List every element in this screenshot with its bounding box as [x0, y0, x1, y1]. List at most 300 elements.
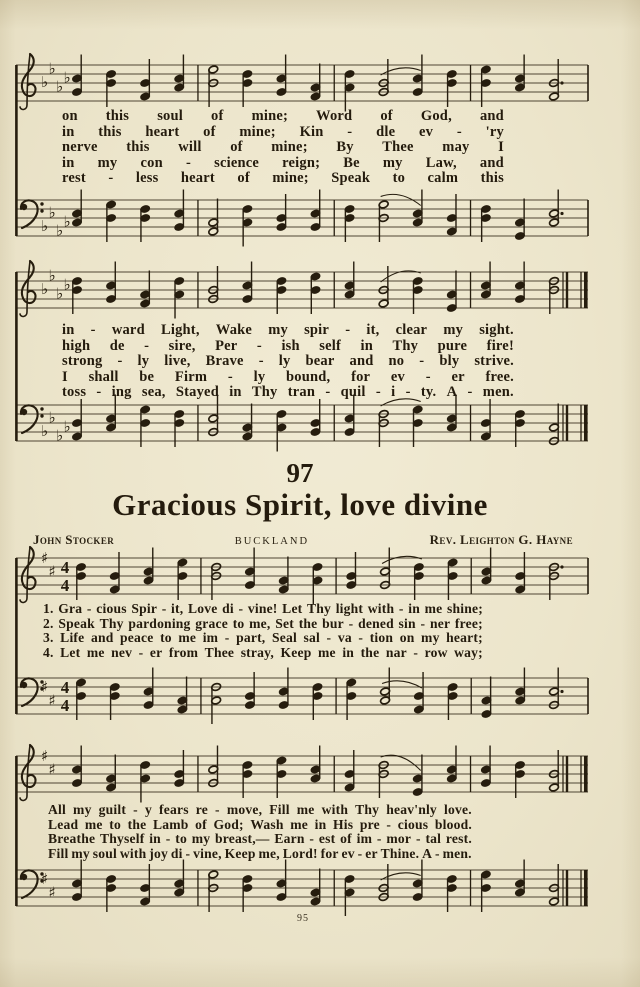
lyric-word: -: [420, 615, 426, 631]
svg-text:♭: ♭: [63, 275, 71, 294]
lyric-word: mine;: [272, 170, 309, 187]
lyric-word: -: [165, 831, 171, 847]
lyric-word: sin: [398, 615, 416, 631]
lyric-word: this: [126, 139, 150, 156]
lyric-word: Thine.: [380, 845, 420, 861]
svg-text:♯: ♯: [48, 760, 56, 779]
lyric-word: joy: [149, 845, 168, 861]
lyric-word: and: [479, 108, 504, 124]
lyric-word: to: [160, 630, 172, 646]
lyric-word: be: [139, 368, 155, 385]
lyric-word: di: [170, 845, 183, 861]
lyric-word: for: [351, 368, 371, 385]
lyric-word: de: [109, 337, 125, 354]
lyric-word: vine,: [193, 845, 222, 861]
lyric-word: Breathe: [48, 831, 96, 847]
lyric-word: ly: [253, 368, 266, 385]
hymn-title: Gracious Spirit, love divine: [112, 487, 488, 522]
composer-credit: Rev. Leighton G. Hayne: [429, 532, 573, 547]
lyric-word: science: [214, 154, 260, 171]
lyric-word: mine;: [251, 108, 288, 124]
lyric-word: -: [256, 337, 262, 354]
lyric-line: [48, 832, 472, 847]
lyric-word: est: [318, 831, 336, 847]
lyric-word: -: [185, 154, 191, 171]
lyric-word: Brave: [205, 353, 244, 370]
lyric-word: re: [195, 802, 208, 817]
lyric-line: [48, 847, 472, 862]
lyric-word: in: [62, 322, 75, 338]
svg-text:4: 4: [60, 696, 70, 715]
svg-text:4: 4: [60, 678, 70, 697]
lyric-line: [62, 370, 514, 386]
lyric-word: A: [446, 384, 458, 401]
lyric-word: ner: [429, 615, 451, 631]
lyric-word: I: [498, 139, 504, 156]
music-system-1: [15, 39, 590, 251]
lyric-word: of: [203, 123, 216, 140]
lyric-line: [62, 171, 504, 187]
lyric-word: -: [325, 384, 331, 401]
bass-staff: [16, 190, 588, 247]
lyric-word: my: [73, 802, 92, 817]
lyric-word: 2.: [43, 615, 54, 631]
lyric-word: soul: [157, 108, 183, 124]
lyric-word: toss: [62, 384, 87, 401]
lyric-word: shine;: [446, 601, 483, 616]
lyric-word: sire,: [168, 337, 196, 354]
lyric-word: -: [138, 644, 144, 660]
lyric-word: heart: [145, 123, 180, 140]
lyric-word: free.: [485, 368, 514, 385]
lyric-word: con: [140, 154, 163, 171]
lyric-word: to: [109, 816, 121, 832]
lyric-word: cious: [96, 601, 127, 616]
lyric-line: [48, 818, 472, 833]
lyric-word: -: [144, 337, 150, 354]
lyric-word: -: [117, 353, 123, 370]
lyric-word: 'ry: [485, 123, 504, 140]
lyric-word: Law,: [425, 154, 457, 171]
lyric-word: the: [298, 615, 318, 631]
music-system-2: [15, 246, 590, 452]
lyric-line: [62, 140, 504, 156]
lyric-word: -: [386, 816, 392, 832]
lyric-word: clear: [395, 322, 428, 338]
lyric-word: stray,: [240, 644, 274, 660]
lyric-word: Keep: [280, 644, 312, 660]
lyric-word: on: [62, 108, 78, 124]
lyric-line: [62, 339, 514, 355]
lyric-word: me: [178, 630, 197, 646]
lyric-word: 3.: [43, 630, 54, 646]
svg-text:♯: ♯: [41, 870, 49, 888]
lyric-word: tran: [287, 384, 316, 401]
lyric-word: may: [442, 139, 470, 156]
lyric-word: shall: [88, 368, 119, 385]
lyric-word: and: [349, 353, 374, 370]
lyric-word: God,: [420, 108, 452, 124]
lyric-word: Let: [60, 644, 81, 660]
lyric-word: -: [415, 831, 421, 847]
lyric-word: Kin: [299, 123, 324, 140]
svg-text:♯: ♯: [48, 691, 56, 710]
lyric-line: [62, 385, 514, 401]
lyric-word: to: [232, 615, 245, 631]
lyric-word: -: [326, 630, 332, 646]
lyric-word: in: [229, 384, 242, 401]
lyric-word: Speak: [58, 615, 95, 631]
lyric-line: [62, 109, 504, 125]
lyric-word: -: [456, 123, 462, 140]
lyric-word: God;: [213, 816, 244, 832]
lyric-word: -: [161, 601, 167, 616]
lyric-line: [62, 125, 504, 141]
lyric-word: -: [185, 845, 191, 861]
svg-text:♯: ♯: [41, 549, 49, 567]
lyric-word: vine!: [247, 601, 278, 616]
lyric-word: in: [62, 154, 75, 171]
lyric-word: -: [375, 384, 381, 401]
lyric-word: me,: [249, 615, 271, 631]
lyric-word: my: [191, 831, 211, 847]
lyric-word: va: [337, 630, 352, 646]
lyric-word: high: [62, 337, 91, 354]
lyric-word: free;: [454, 615, 483, 631]
lyric-word: -: [108, 170, 114, 187]
lyric-word: grace: [195, 615, 228, 631]
lyric-word: cious: [397, 816, 429, 832]
lyric-word: -: [258, 353, 264, 370]
author-credit: John Stocker: [33, 532, 115, 547]
lyric-word: men.: [482, 384, 514, 401]
lyric-word: Thy: [251, 384, 278, 401]
lyric-word: it,: [171, 601, 184, 616]
lyric-word: Life: [60, 630, 85, 646]
lyric-word: peace: [120, 630, 154, 646]
svg-text:4: 4: [60, 576, 70, 595]
lyric-word: bear: [305, 353, 335, 370]
lyric-word: will: [178, 139, 202, 156]
lyric-word: calm: [427, 170, 459, 187]
svg-text:♭: ♭: [41, 280, 49, 298]
svg-text:♭: ♭: [56, 77, 64, 96]
lyric-word: me: [424, 601, 443, 616]
lyric-word: -: [133, 802, 138, 817]
lyric-word: rest: [62, 170, 86, 187]
lyric-word: Spir: [131, 601, 158, 616]
lyric-word: ward: [111, 322, 145, 338]
lyric-word: of: [211, 108, 224, 124]
lyric-word: Thy: [99, 615, 124, 631]
lyric-word: spir: [304, 322, 330, 338]
lyric-word: ing: [111, 384, 132, 401]
lyric-word: nerve: [62, 139, 98, 156]
lyric-line: [62, 156, 504, 172]
lyric-word: on: [399, 630, 415, 646]
lyric-word: ev: [390, 368, 405, 385]
lyric-word: nev: [111, 644, 133, 660]
lyric-word: me: [318, 644, 336, 660]
verses-block: [43, 602, 483, 660]
lyric-word: pre: [359, 816, 380, 832]
lyric-word: Let: [282, 601, 303, 616]
svg-text:♭: ♭: [56, 284, 64, 303]
lyric-word: Thy: [355, 802, 380, 817]
lyric-word: -: [96, 384, 102, 401]
lyric-word: blood.: [434, 816, 472, 832]
svg-text:♯: ♯: [48, 562, 56, 581]
lyric-word: -: [224, 630, 230, 646]
lyric-word: of: [195, 816, 207, 832]
lyric-word: -: [467, 384, 473, 401]
lyric-word: Wash: [250, 816, 284, 832]
lyric-word: my: [443, 322, 464, 338]
lyric-word: heav'nly: [386, 802, 437, 817]
lyric-word: quil: [340, 384, 366, 401]
lyric-word: Set: [275, 615, 294, 631]
lyric-word: -: [419, 353, 425, 370]
svg-text:♭: ♭: [41, 73, 49, 91]
lyric-word: Speak: [331, 170, 371, 187]
lyric-word: me: [86, 644, 105, 660]
music-system-3: [15, 532, 590, 724]
lyric-word: -: [405, 384, 411, 401]
lyric-word: pure: [437, 337, 468, 354]
lyric-word: with: [119, 845, 147, 861]
lyric-word: Light,: [160, 322, 200, 338]
lyric-word: bur: [322, 615, 344, 631]
lyric-word: All: [48, 802, 66, 817]
lyric-word: row: [424, 644, 448, 660]
lyric-word: Firm: [174, 368, 208, 385]
lyric-word: -: [309, 831, 315, 847]
lyric-word: sal: [303, 630, 320, 646]
lyric-word: er: [365, 845, 378, 861]
music-system-4: [15, 730, 590, 916]
lyric-word: mine;: [239, 123, 276, 140]
bass-staff: [16, 860, 588, 917]
lyric-word: Earn: [274, 831, 305, 847]
lyric-word: to: [392, 170, 406, 187]
lyric-word: Per: [215, 337, 238, 354]
svg-text:♭: ♭: [63, 417, 71, 436]
lyrics-block-1: [62, 109, 504, 187]
lyric-word: this: [105, 108, 130, 124]
lyric-word: strong: [62, 353, 103, 370]
bass-staff: [16, 668, 588, 725]
lyric-word: ly: [278, 353, 291, 370]
lyric-word: er: [149, 644, 163, 660]
lyric-word: im: [202, 630, 219, 646]
lyric-word: -: [347, 123, 353, 140]
lyric-word: y: [144, 802, 152, 817]
lyric-word: ly: [137, 353, 150, 370]
lyric-word: sea,: [141, 384, 166, 401]
lyric-word: my: [97, 154, 118, 171]
lyric-word: di: [222, 601, 234, 616]
lyric-word: 4.: [43, 644, 54, 660]
lyric-word: Be: [343, 154, 360, 171]
lyric-word: for: [320, 845, 339, 861]
lyric-word: Love: [187, 601, 218, 616]
lyric-word: Fill: [48, 845, 69, 861]
lyric-word: it,: [366, 322, 380, 338]
lyric-word: mor: [386, 831, 412, 847]
lyrics-block-2: [62, 323, 514, 401]
lyric-word: A: [422, 845, 433, 861]
svg-text:♭: ♭: [63, 212, 71, 231]
lyric-word: of: [380, 108, 393, 124]
lyric-word: my: [268, 322, 288, 338]
lyric-word: By: [336, 139, 354, 156]
page-number: 95: [297, 913, 309, 924]
treble-staff: [16, 261, 588, 319]
lyric-word: i: [391, 384, 396, 401]
lyric-word: Thy: [307, 601, 332, 616]
lyric-word: me: [290, 816, 308, 832]
lyric-word: -: [90, 322, 96, 338]
lyric-word: move,: [226, 802, 263, 817]
lyric-word: no: [388, 353, 405, 370]
svg-text:4: 4: [60, 558, 70, 577]
lyric-word: in: [342, 644, 355, 660]
lyric-word: in: [314, 816, 327, 832]
lyric-word: -: [376, 831, 382, 847]
lyric-word: and: [479, 154, 504, 171]
lyrics-block-4: [48, 803, 472, 861]
lyric-word: Wake: [215, 322, 253, 338]
svg-text:♭: ♭: [48, 203, 56, 222]
lyric-word: to: [175, 831, 187, 847]
lyric-line: [62, 354, 514, 370]
lyric-word: in: [62, 123, 75, 140]
lyric-word: me,: [258, 845, 280, 861]
lyric-word: self: [319, 337, 342, 354]
lyric-word: ty.: [420, 384, 437, 401]
bass-staff: [16, 395, 588, 452]
lyric-word: Keep: [224, 845, 256, 861]
lyric-word: from: [168, 644, 199, 660]
lyric-word: heart: [180, 170, 215, 187]
lyric-word: my: [421, 630, 440, 646]
lyric-word: in: [149, 831, 161, 847]
lyric-word: mine;: [271, 139, 308, 156]
lyric-word: Gra: [58, 601, 83, 616]
lyric-word: -: [348, 615, 354, 631]
lyric-word: Lead: [48, 816, 79, 832]
lyric-line: [43, 602, 483, 617]
lyric-word: men.: [442, 845, 472, 861]
lyric-word: with: [321, 802, 349, 817]
lyric-word: -: [358, 630, 364, 646]
hymn-number: 97: [286, 458, 314, 488]
lyric-word: pardoning: [128, 615, 191, 631]
lyric-line: [62, 323, 514, 339]
lyric-word: -: [227, 368, 233, 385]
treble-staff: [16, 547, 588, 605]
lyric-word: -: [435, 845, 440, 861]
lyric-word: with: [367, 601, 395, 616]
lyric-word: dle: [376, 123, 396, 140]
lyric-word: sight.: [479, 322, 514, 338]
lyric-word: part,: [236, 630, 266, 646]
svg-text:♭: ♭: [63, 68, 71, 87]
svg-text:♯: ♯: [41, 747, 49, 765]
lyric-word: strive.: [474, 353, 514, 370]
lyric-word: fire!: [486, 337, 514, 354]
lyric-word: love.: [444, 802, 472, 817]
svg-text:♭: ♭: [48, 408, 56, 427]
lyric-word: Fill: [269, 802, 290, 817]
lyric-word: reign;: [282, 154, 321, 171]
lyric-word: fears: [159, 802, 189, 817]
svg-text:♯: ♯: [41, 678, 49, 696]
lyric-word: Lamb: [152, 816, 189, 832]
lyric-word: Word: [316, 108, 353, 124]
lyric-word: me: [84, 816, 103, 832]
lyric-line: [43, 617, 483, 632]
svg-text:♭: ♭: [56, 426, 64, 445]
lyric-word: way;: [454, 644, 483, 660]
lyric-word: live,: [164, 353, 191, 370]
svg-text:♭: ♭: [41, 422, 49, 440]
lyric-line: [43, 631, 483, 646]
lyric-word: His: [332, 816, 354, 832]
lyric-word: -: [398, 601, 404, 616]
lyric-word: guilt: [98, 802, 127, 817]
lyric-word: my: [71, 845, 90, 861]
lyric-word: in: [360, 337, 374, 354]
lyric-word: Thyself: [99, 831, 145, 847]
tune-name: BUCKLAND: [234, 536, 310, 547]
lyric-word: ev: [418, 123, 434, 140]
lyric-word: light: [335, 601, 364, 616]
lyric-word: of: [340, 831, 352, 847]
lyric-word: this: [480, 170, 504, 187]
svg-text:♯: ♯: [48, 883, 56, 902]
lyric-word: -: [86, 601, 92, 616]
lyric-word: tal: [425, 831, 442, 847]
lyric-word: ish: [281, 337, 300, 354]
lyric-word: this: [98, 123, 122, 140]
lyric-word: bly: [439, 353, 460, 370]
lyric-word: -: [413, 644, 419, 660]
lyric-word: rest.: [445, 831, 472, 847]
lyric-word: 1.: [43, 601, 54, 616]
svg-text:♭: ♭: [41, 217, 49, 235]
lyric-word: Thee: [382, 139, 414, 156]
lyric-word: me: [296, 802, 315, 817]
treble-staff: [16, 745, 588, 803]
lyric-word: and: [90, 630, 114, 646]
lyric-word: Seal: [271, 630, 297, 646]
lyric-word: ev: [341, 845, 355, 861]
lyric-word: Thy: [392, 337, 419, 354]
lyric-word: -: [357, 845, 363, 861]
lyric-word: the: [127, 816, 147, 832]
lyric-word: breast,—: [215, 831, 270, 847]
lyric-word: -: [425, 368, 431, 385]
lyric-line: [48, 803, 472, 818]
lyric-word: heart;: [446, 630, 483, 646]
lyric-word: tion: [369, 630, 394, 646]
lyric-word: soul: [92, 845, 117, 861]
svg-text:♭: ♭: [56, 221, 64, 240]
lyric-word: Lord!: [282, 845, 318, 861]
lyric-word: -: [238, 601, 244, 616]
treble-staff: [16, 54, 588, 112]
